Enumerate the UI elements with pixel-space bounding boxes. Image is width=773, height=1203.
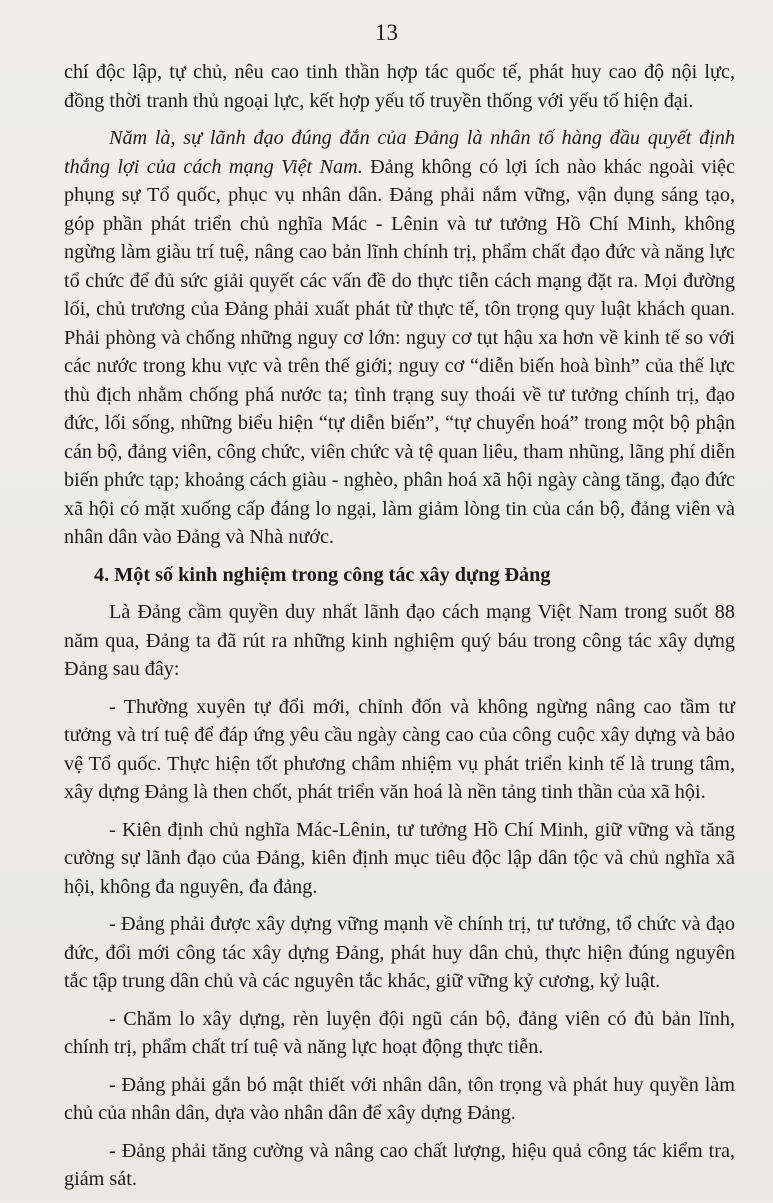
list-item: - Thường xuyên tự đổi mới, chỉnh đốn và không ngừng nâng cao tầm tư tưởng và trí tuệ để đáp ứng yêu cầu ngày càng cao của công cuộc xây dựng và bảo vệ Tổ quốc. Thực hiện tốt phương châm nhiệm vụ phát triển kinh tế là trung tâm, xây dựng Đảng là then chốt, phát triển văn hoá là nền tảng tinh thần của xã hội.: [64, 695, 735, 803]
section-heading: 4. Một số kinh nghiệm trong công tác xây dựng Đảng: [94, 563, 551, 586]
list-item: - Chăm lo xây dựng, rèn luyện đội ngũ cán bộ, đảng viên có đủ bản lĩnh, chính trị, phẩm chất trí tuệ và năng lực hoạt động thực tiễn.: [64, 1007, 735, 1058]
page-number: 13: [375, 20, 398, 45]
list-item: - Đảng phải gắn bó mật thiết với nhân dân, tôn trọng và phát huy quyền làm chủ của nhân dân, dựa vào nhân dân để xây dựng Đảng.: [64, 1073, 735, 1124]
paragraph-body-text: Đảng không có lợi ích nào khác ngoài việc phụng sự Tổ quốc, phục vụ nhân dân. Đảng phải nắm vững, vận dụng sáng tạo, góp phần phát triển chủ nghĩa Mác - Lênin và tư tưởng Hồ Chí Minh, không ngừng làm giàu trí tuệ, nâng cao bản lĩnh chính trị, phẩm chất đạo đức và năng lực tổ chức để đủ sức giải quyết các vấn đề do thực tiễn cách mạng đặt ra. Mọi đường lối, chủ trương của Đảng phải xuất phát từ thực tế, tôn trọng quy luật khách quan. Phải phòng và chống những nguy cơ lớn: nguy cơ tụt hậu xa hơn về kinh tế so với các nước trong khu vực và trên thế giới; nguy cơ “diễn biến hoà bình” của thế lực thù địch nhằm chống phá nước ta; tình trạng suy thoái về tư tưởng chính trị, đạo đức, lối sống, những biểu hiện “tự diễn biến”, “tự chuyển hoá” trong một bộ phận cán bộ, đảng viên, công chức, viên chức và tệ quan liêu, tham nhũng, lãng phí diễn biến phức tạp; khoảng cách giàu - nghèo, phân hoá xã hội ngày càng tăng, đạo đức xã hội có mặt xuống cấp đáng lo ngại, làm giảm lòng tin của cán bộ, đảng viên và nhân dân vào Đảng và Nhà nước.: [64, 155, 735, 548]
paragraph-continuation: chí độc lập, tự chủ, nêu cao tinh thần hợp tác quốc tế, phát huy cao độ nội lực, đồng thời tranh thủ ngoại lực, kết hợp yếu tố truyền thống với yếu tố hiện đại.: [64, 61, 735, 112]
paragraph-intro: Là Đảng cầm quyền duy nhất lãnh đạo cách mạng Việt Nam trong suốt 88 năm qua, Đảng ta đã rút ra những kinh nghiệm quý báu trong công tác xây dựng Đảng sau đây:: [64, 601, 735, 680]
list-item: - Đảng phải tăng cường và nâng cao chất lượng, hiệu quả công tác kiểm tra, giám sát.: [64, 1139, 735, 1190]
page-body: [64, 58, 735, 1203]
list-item: - Đảng phải được xây dựng vững mạnh về chính trị, tư tưởng, tổ chức và đạo đức, đổi mới công tác xây dựng Đảng, phát huy dân chủ, thực hiện đúng nguyên tắc tập trung dân chủ và các nguyên tắc khác, giữ vững kỷ cương, kỷ luật.: [64, 913, 735, 992]
paragraph-fifth-lesson: [64, 124, 735, 552]
list-item: - Kiên định chủ nghĩa Mác-Lênin, tư tưởng Hồ Chí Minh, giữ vững và tăng cường sự lãnh đạo của Đảng, kiên định mục tiêu độc lập dân tộc và chủ nghĩa xã hội, không đa nguyên, đa đảng.: [64, 818, 735, 898]
italic-lead-sentence: Năm là, sự lãnh đạo đúng đắn của Đảng là nhân tố hàng đầu quyết định thắng lợi của cách mạng Việt Nam.: [64, 127, 735, 178]
